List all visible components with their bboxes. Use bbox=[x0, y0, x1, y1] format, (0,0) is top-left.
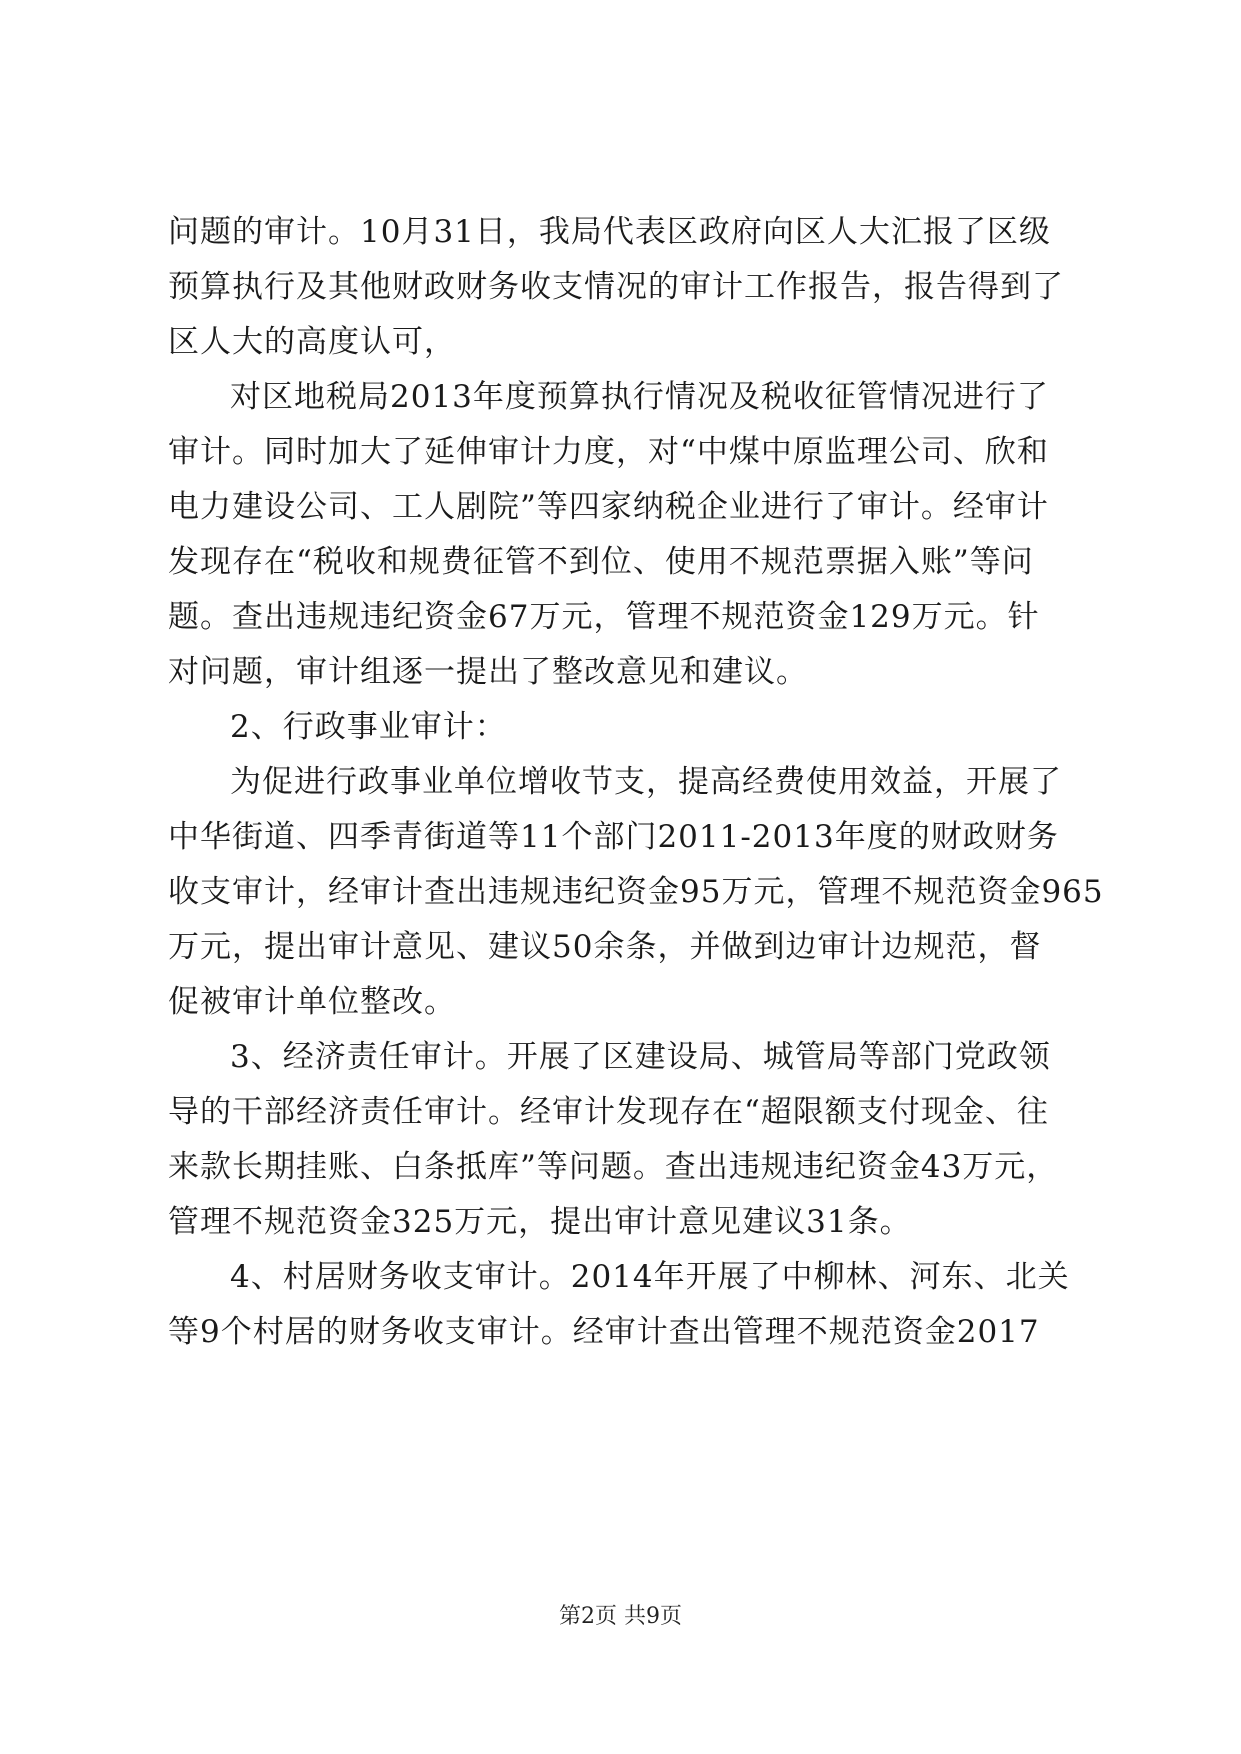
text-line: 问题的审计。10月31日，我局代表区政府向区人大汇报了区级 bbox=[168, 214, 1051, 250]
text-line: 审计。同时加大了延伸审计力度，对“中煤中原监理公司、欣和 bbox=[168, 434, 1049, 470]
text-line: 万元，提出审计意见、建议50余条，并做到边审计边规范，督 bbox=[168, 929, 1042, 965]
section-heading: 2、行政事业审计： bbox=[230, 709, 507, 745]
text-line: 对问题，审计组逐一提出了整改意见和建议。 bbox=[168, 654, 808, 690]
text-line: 中华街道、四季青街道等11个部门2011-2013年度的财政财务 bbox=[168, 819, 1059, 855]
text-line: 对区地税局2013年度预算执行情况及税收征管情况进行了 bbox=[230, 379, 1049, 415]
text-line: 管理不规范资金325万元，提出审计意见建议31条。 bbox=[168, 1204, 912, 1240]
text-line: 来款长期挂账、白条抵库”等问题。查出违规违纪资金43万元， bbox=[168, 1149, 1059, 1185]
text-line: 题。查出违规违纪资金67万元，管理不规范资金129万元。针 bbox=[168, 599, 1040, 635]
text-line: 3、经济责任审计。开展了区建设局、城管局等部门党政领 bbox=[230, 1039, 1051, 1075]
text-line: 发现存在“税收和规费征管不到位、使用不规范票据入账”等问 bbox=[168, 544, 1034, 580]
text-line: 等9个村居的财务收支审计。经审计查出管理不规范资金2017 bbox=[168, 1314, 1040, 1350]
text-line: 区人大的高度认可， bbox=[168, 324, 456, 360]
page-footer: 第2页 共9页 bbox=[559, 1604, 682, 1629]
text-line: 预算执行及其他财政财务收支情况的审计工作报告，报告得到了 bbox=[168, 269, 1064, 305]
text-line: 为促进行政事业单位增收节支，提高经费使用效益，开展了 bbox=[230, 764, 1062, 800]
text-line: 促被审计单位整改。 bbox=[168, 984, 456, 1020]
text-line: 电力建设公司、工人剧院”等四家纳税企业进行了审计。经审计 bbox=[168, 489, 1049, 525]
text-line: 收支审计，经审计查出违规违纪资金95万元，管理不规范资金965 bbox=[168, 874, 1104, 910]
text-line: 4、村居财务收支审计。2014年开展了中柳林、河东、北关 bbox=[230, 1259, 1070, 1295]
text-line: 导的干部经济责任审计。经审计发现存在“超限额支付现金、往 bbox=[168, 1094, 1049, 1130]
